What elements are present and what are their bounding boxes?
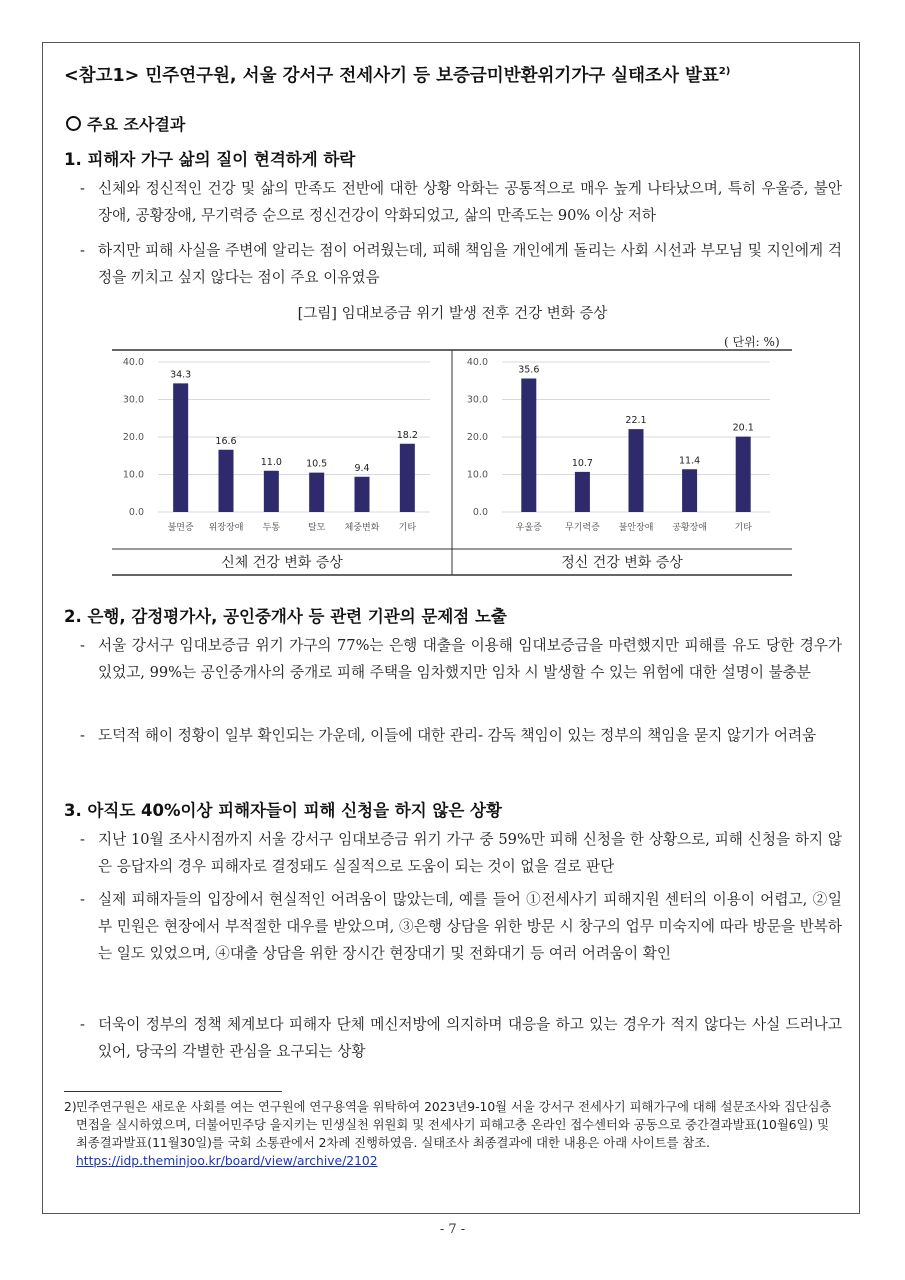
bullet: - 도덕적 해이 정황이 일부 확인되는 가운데, 이들에 대한 관리- 감독 책임이 있는 정부의 책임을 묻지 않기가 어려움 [80,727,817,744]
chart-physical-health [123,357,430,571]
health-change-charts [112,349,792,577]
x-tick-label: 기타 [734,523,752,533]
y-tick-label: 40.0 [466,357,488,368]
data-label: 10.7 [571,457,593,469]
footnote-number: 2) [64,1100,77,1114]
bar [309,473,324,512]
chart-mental-health [467,357,770,571]
data-label: 16.6 [215,435,237,447]
bar [219,450,234,512]
x-tick-label: 두통 [262,523,281,533]
bullet: - 서울 강서구 임대보증금 위기 가구의 77%는 은행 대출을 이용해 임대보증금을 마련했지만 피해를 유도 당한 경우가 있었고, 99%는 공인중개사의 중개로 피해 주택을 임차했지만 임차 시 발생할 수 있는 위험에 대한 설명이 불충분 [80,637,842,681]
x-tick-label: 불면증 [167,523,194,533]
bar [173,383,188,512]
y-tick-label: 30.0 [466,394,488,406]
chart-title: 신체 건강 변화 증상 [221,555,343,571]
data-label: 11.0 [260,456,282,468]
section-heading-3: 3. 아직도 40%이상 피해자들이 피해 신청을 하지 않은 상황 [64,801,502,820]
bullet: - 지난 10월 조사시점까지 서울 강서구 임대보증금 위기 가구 중 59%만 피해 신청을 한 상황으로, 피해 신청을 하지 않은 응답자의 경우 피해자로 결정돼도 실질적으로 도움이 되는 것이 없을 걸로 판단 [80,831,842,875]
y-tick-label: 20.0 [466,432,488,443]
x-tick-label: 기타 [398,523,417,533]
data-label: 35.6 [518,364,540,376]
bar [521,379,536,513]
x-tick-label: 체중변화 [344,523,380,533]
bullet: - 실제 피해자들의 입장에서 현실적인 어려움이 많았는데, 예를 들어 ①전세사기 피해지원 센터의 이용이 어렵고, ②일부 민원은 현장에서 부적절한 대우를 받았으며, ③은행 상담을 위한 방문 시 창구의 업무 미숙지에 따라 방문을 반복하는 일도 있었으며, ④대출 상담을 위한 장시간 현장대기 및 전화대기 등 여러 어려움이 확인 [80,891,842,962]
bar [575,472,590,512]
y-tick-label: 10.0 [122,469,144,481]
footnote-link[interactable]: https://idp.theminjoo.kr/board/view/archive/2102 [76,1154,378,1168]
footnote-ref[interactable]: 2) [718,66,731,78]
footnote [64,1098,842,1170]
data-label: 20.1 [732,422,754,434]
y-tick-label: 0.0 [472,507,488,518]
section-heading-1: 1. 피해자 가구 삶의 질이 현격하게 하락 [64,150,356,169]
main-heading: 주요 조사결과 [66,112,185,135]
bar [736,437,751,512]
bar [629,429,644,512]
bullet: - 더욱이 정부의 정책 체계보다 피해자 단체 메신저방에 의지하며 대응을 하고 있는 경우가 적지 않다는 사실 드러나고 있어, 당국의 각별한 관심을 요구되는 상황 [80,1016,842,1060]
figure-unit: ( 단위: %) [724,335,780,349]
bar [355,477,370,512]
x-tick-label: 위장장애 [208,523,244,533]
bullet: - 신체와 정신적인 건강 및 삶의 만족도 전반에 대한 상황 악화는 공통적으로 매우 높게 나타났으며, 특히 우울증, 불안장애, 공황장애, 무기력증 순으로 정신건강이 악화되었고, 삶의 만족도는 90% 이상 저하 [80,180,842,224]
x-tick-label: 무기력증 [565,523,600,533]
ring-bullet-icon [66,116,81,131]
footnote-text: 민주연구원은 새로운 사회를 여는 연구원에 연구용역을 위탁하여 2023년9-10월 서울 강서구 전세사기 피해가구에 대해 설문조사와 집단심층면접을 실시하였으며, 더불어민주당 을지키는 민생실천 위원회 및 전세사기 피해고충 온라인 접수센터와 공동으로 중간결과발표(10월6일) 및 최종결과발표(11월30일)를 국회 소통관에서 2차례 진행하였음. 실태조사 최종결과에 대한 내용은 아래 사이트를 참조. [76,1100,832,1150]
x-tick-label: 불안장애 [618,523,654,533]
y-tick-label: 30.0 [122,394,144,406]
bar [264,471,279,512]
x-tick-label: 우울증 [515,523,542,533]
data-label: 9.4 [354,462,370,474]
chart-title: 정신 건강 변화 증상 [561,555,683,571]
figure-caption: [그림] 임대보증금 위기 발생 전후 건강 변화 증상 [297,306,608,322]
data-label: 18.2 [396,429,418,441]
bullet: - 하지만 피해 사실을 주변에 알리는 점이 어려웠는데, 피해 책임을 개인에게 돌리는 사회 시선과 부모님 및 지인에게 걱정을 끼치고 싶지 않다는 점이 주요 이유였음 [80,242,842,286]
y-tick-label: 40.0 [122,357,144,368]
x-tick-label: 탈모 [307,523,326,533]
data-label: 22.1 [625,415,647,427]
footnote-divider [64,1091,282,1092]
y-tick-label: 10.0 [466,469,488,481]
page-title: <참고1> 민주연구원, 서울 강서구 전세사기 등 보증금미반환위기가구 실태조사 발표$^{2)}$ [64,66,731,86]
data-label: 34.3 [170,369,192,381]
section-heading-2: 2. 은행, 감정평가사, 공인중개사 등 관련 기관의 문제점 노출 [64,607,507,626]
data-label: 11.4 [679,455,701,467]
x-tick-label: 공황장애 [672,523,707,533]
data-label: 10.5 [306,458,328,470]
bar [682,469,697,512]
y-tick-label: 20.0 [122,432,144,443]
page-number: - 7 - [439,1222,466,1237]
bar [400,444,415,512]
y-tick-label: 0.0 [128,507,144,518]
